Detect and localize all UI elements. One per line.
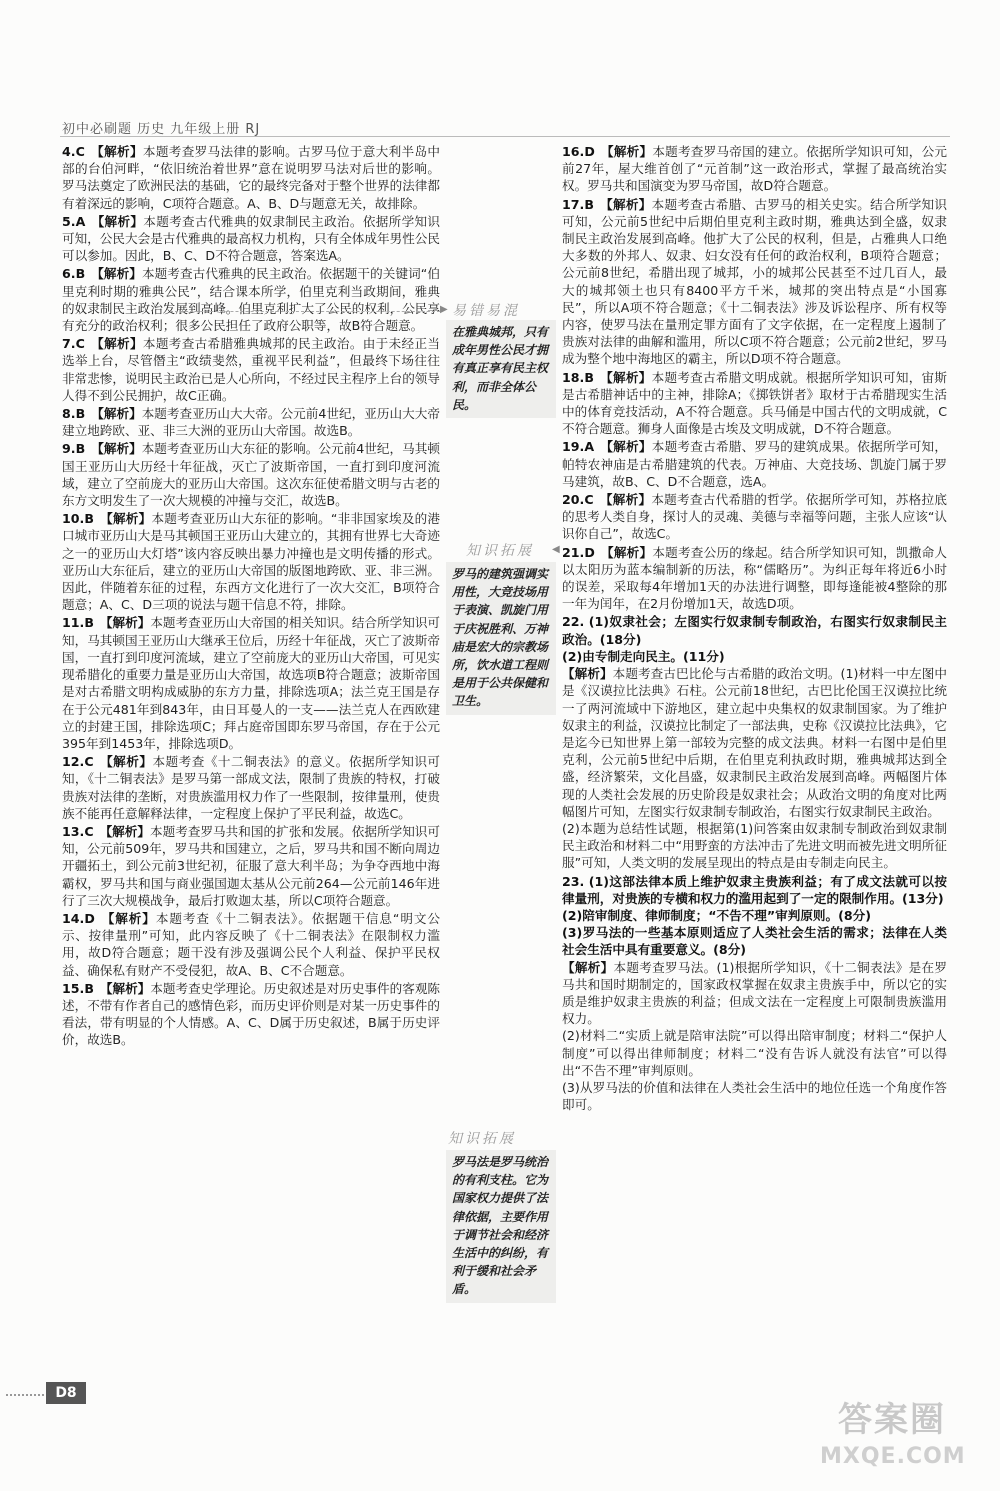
question-entry bbox=[62, 335, 440, 404]
answer-letter: B bbox=[84, 511, 94, 527]
analysis-text: (2)本题为总结性试题，根据第(1)问答案由奴隶制专制政治到奴隶制民主政治和材料二中“用野蛮的方法冲击了先进文明而被先进文明所征服”可知，人类文明的发展呈现出的特点是由专制走向民主。 bbox=[562, 820, 947, 871]
answer-letter: B bbox=[584, 369, 594, 385]
analysis-tag: 【解析】 bbox=[99, 754, 153, 770]
answer-line: (1)这部法律本质上维护奴隶主贵族利益；有了成文法就可以按律量刑，对贵族的专横和权力的滥用起到了一定的限制作用。(13分) bbox=[562, 873, 947, 906]
question-number: 18. bbox=[562, 369, 585, 385]
question-number: 9. bbox=[62, 441, 76, 457]
answer-letter: A bbox=[584, 439, 595, 455]
analysis-text: (2)材料二“实质上就是陪审法院”可以得出陪审制度；材料二“保护人制度”可以得出律师制度；材料二“没有告诉人就没有法官”可以得出“不告不理”审判原则。 bbox=[562, 1028, 947, 1078]
answer-letter: C bbox=[84, 754, 94, 770]
sidebar-title: 知识拓展 bbox=[466, 543, 534, 559]
analysis-text: 本题考查古巴比伦与古希腊的政治文明。(1)材料一中左图中是《汉谟拉比法典》石柱。公元前18世纪，古巴比伦国王汉谟拉比统一了两河流域中下游地区，建立起中央集权的奴隶制国家。为了维护奴隶主的利益，汉谟拉比制定了一部法典，史称《汉谟拉比法典》，它是迄今已知世界上第一部较为完整的成文法典。材料一右图中是伯里克利，公元前5世纪中后期，在伯里克利执政时期，雅典城邦达到全盛，经济繁荣，文化昌盛，奴隶制民主政治发展到高峰。两幅图片体现的人类社会发展的历史阶段是奴隶社会；从政治文明的角度对比两幅图片可知，左图实行奴隶制专制政治，右图实行奴隶制民主政治。 bbox=[562, 666, 948, 819]
answer-letter: D bbox=[584, 544, 595, 560]
analysis-text: 本题考查《十二铜表法》。依据题干信息“明文公示、按律量刑”可知，此内容反映了《十二铜表法》在限制权力滥用，故D符合题意；题干没有涉及强调公民个人利益、保护平民权益、确保私有财产不受侵犯，故A、B、C不合题意。 bbox=[62, 910, 441, 978]
answer-line: (3)罗马法的一些基本原则适应了人类社会生活的需求；法律在人类社会生活中具有重要意义。(8分) bbox=[562, 925, 947, 958]
answer-letter: A bbox=[75, 213, 86, 229]
analysis-tag: 【解析】 bbox=[90, 336, 143, 352]
answer-line: (2)由专制走向民主。(11分) bbox=[562, 648, 725, 664]
analysis-text: 本题考查亚历山大大帝。公元前4世纪，亚历山大大帝建立地跨欧、亚、非三大洲的亚历山大帝国。故选B。 bbox=[62, 406, 440, 439]
watermark-logo: 答案圈 bbox=[838, 1400, 946, 1440]
analysis-tag: 【解析】 bbox=[90, 144, 143, 159]
dotted-leader bbox=[170, 311, 440, 312]
analysis-text: 本题考查《十二铜表法》的意义。依据所学知识可知，《十二铜表法》是罗马第一部成文法，限制了贵族的特权，打破贵族对法律的垄断，对贵族滥用权力作了一些限制，按律量刑，使贵族不能再任意解释法律，一定程度上保护了平民利益，故选C。 bbox=[62, 754, 440, 821]
answer-letter: C bbox=[84, 823, 94, 839]
question-number: 22. bbox=[562, 614, 585, 630]
question-number: 8. bbox=[62, 406, 76, 422]
question-entry bbox=[62, 143, 440, 212]
analysis bbox=[562, 959, 947, 1028]
analysis-tag: 【解析】 bbox=[91, 441, 142, 457]
arrow-left-icon: ◀ bbox=[552, 544, 560, 555]
answer-letter: D bbox=[84, 910, 95, 926]
question-number: 12. bbox=[62, 754, 85, 770]
right-column bbox=[562, 143, 947, 1114]
question-entry bbox=[562, 544, 947, 613]
question-number: 20. bbox=[562, 492, 585, 508]
analysis-tag: 【解析】 bbox=[99, 615, 151, 631]
question-number: 15. bbox=[62, 980, 85, 996]
analysis-text: 本题考查亚历山大东征的影响。公元前4世纪，马其顿国王亚历山大历经十年征战，灭亡了波斯帝国，一直打到印度河流域，建立了空前庞大的亚历山大帝国。这次东征使希腊文明与古老的东方文明发生了一次大规模的冲撞与交汇，故选B。 bbox=[62, 441, 440, 509]
sidebar-note: 罗马法是罗马统治的有利支柱。它为国家权力提供了法律依据，主要作用于调节社会和经济生活中的纠纷，有利于缓和社会矛盾。 bbox=[446, 1150, 556, 1303]
analysis-text: 本题考查公历的缘起。结合所学知识可知，凯撒命人以太阳历为蓝本编制新的历法，称“儒略历”。为纠正每年将近6小时的误差，采取每4年增加1天的办法进行调整，即每逢能被4整除的那一年为闰年，在2月份增加1天，故选D项。 bbox=[562, 544, 948, 612]
analysis bbox=[562, 665, 947, 820]
question-number: 17. bbox=[562, 196, 585, 212]
running-header: 初中必刷题 历史 九年级上册 RJ bbox=[62, 122, 261, 137]
analysis-text: 本题考查亚历山大东征的影响。“非非国家埃及的港口城市亚历山大是马其顿国王亚历山大建立的，其拥有世界七大奇迹之一的亚历山大灯塔”该内容反映出暴力冲撞也是文明传播的形式。亚历山大东征后，建立的亚历山大帝国的版图地跨欧、亚、非三洲。因此，伴随着东征的过程，东西方文化进行了一次大交汇，B项符合题意；A、C、D三项的说法与题干信息不符，排除。 bbox=[62, 511, 441, 613]
analysis-tag: 【解析】 bbox=[600, 439, 652, 455]
question-entry bbox=[62, 980, 440, 1049]
analysis-tag: 【解析】 bbox=[99, 511, 152, 527]
watermark-url: MXQE.COM bbox=[820, 1444, 966, 1469]
analysis-tag: 【解析】 bbox=[100, 910, 156, 926]
answer-letter: B bbox=[75, 266, 86, 282]
question-number: 7. bbox=[62, 336, 76, 352]
page-dots bbox=[6, 1394, 44, 1396]
question-entry bbox=[562, 143, 947, 195]
analysis-text: 本题考查罗马法律的影响。古罗马位于意大利半岛中部的台伯河畔，“依旧统治着世界”意在说明罗马法对后世的影响。罗马法奠定了欧洲民法的基础，它的最终完备对于整个世界的法律都有着深远的影响，C项符合题意。A、B、D与题意无关，故排除。 bbox=[62, 144, 441, 211]
analysis-text: 本题考查古希腊、古罗马的相关史实。结合所学知识可知，公元前5世纪中后期伯里克利主政时期，雅典达到全盛，奴隶制民主政治发展到高峰。他扩大了公民的权利，但是，占雅典人口绝大多数的外邦人、奴隶、妇女没有任何的政治权利，B项符合题意；公元前8世纪，希腊出现了城邦，小的城邦公民甚至不过几百人，最大的城邦领土也只有8400平方千米，城邦的突出特点是“小国寡民”，所以A项不符合题意；《十二铜表法》涉及诉讼程序、所有权等内容，使罗马法在量刑定罪方面有了文字依据，在一定程度上遏制了贵族对法律的曲解和滥用，所以C项不符合题意；公元前2世纪，罗马成为整个地中海地区的霸主，所以D项不符合题意。 bbox=[562, 196, 948, 367]
sidebar-title: 易错易混 bbox=[452, 303, 520, 319]
analysis-text: 本题考查古希腊雅典城邦的民主政治。由于未经正当选举上台，尽管僭主“政绩斐然，重视平民利益”，但最终下场往往非常悲惨，说明民主政治已是人心所向，不经过民主程序上台的领导人得不到公民拥护，故C正确。 bbox=[62, 336, 441, 403]
analysis-text: 本题考查罗马帝国的建立。依据所学知识可知，公元前27年，屋大维首创了“元首制”这一政治形式，掌握了最高统治实权。罗马共和国演变为罗马帝国，故D符合题意。 bbox=[562, 144, 948, 194]
question-entry bbox=[62, 510, 440, 613]
analysis-text: 本题考查罗马法。(1)根据所学知识，《十二铜表法》是在罗马共和国时期制定的，国家政权掌握在奴隶主贵族手中，所以它的实质是维护奴隶主贵族的利益；但成文法在一定程度上可限制贵族滥用权力。 bbox=[562, 959, 947, 1027]
analysis-tag: 【解析】 bbox=[599, 492, 652, 508]
question-entry bbox=[62, 405, 440, 439]
question-number: 11. bbox=[62, 615, 85, 631]
question-number: 13. bbox=[62, 823, 85, 839]
answer-letter: B bbox=[75, 406, 86, 422]
analysis-tag: 【解析】 bbox=[91, 213, 144, 229]
answer-line: (1)奴隶社会；左图实行奴隶制专制政治，右图实行奴隶制民主政治。(18分) bbox=[562, 614, 947, 647]
analysis-tag: 【解析】 bbox=[91, 406, 142, 422]
question-entry bbox=[62, 265, 440, 334]
sidebar-note: 在雅典城邦，只有成年男性公民才拥有真正享有民主权利，而非全体公民。 bbox=[446, 320, 556, 418]
left-column bbox=[62, 143, 440, 1050]
question-number: 4. bbox=[62, 144, 76, 159]
analysis-text: 本题考查古代雅典的民主政治。依据题干的关键词“伯里克利时期的雅典公民”，结合课本所学，伯里克利当政期间，雅典的奴隶制民主政治发展到高峰。伯里克利扩大了公民的权利，公民享有充分的政治权利；很多公民担任了政府公职等，故B符合题意。 bbox=[62, 266, 440, 334]
analysis-text: 本题考查古希腊文明成就。根据所学知识可知，宙斯是古希腊神话中的主神，排除A；《掷铁饼者》取材于古希腊现实生活中的体育竞技活动，A不符合题意。兵马俑是中国古代的文明成就，C不符合题意。狮身人面像是古埃及文明成就，D不符合题意。 bbox=[562, 369, 948, 437]
answer-letter: B bbox=[84, 615, 94, 631]
question-number: 6. bbox=[62, 266, 76, 282]
header-rule bbox=[60, 136, 950, 137]
analysis-text: 本题考查亚历山大帝国的相关知识。结合所学知识可知，马其顿国王亚历山大继承王位后，历经十年征战，灭亡了波斯帝国，一直打到印度河流域，建立了空前庞大的亚历山大帝国，可见实现希腊化的重要力量是亚历山大帝国，故选项B符合题意；波斯帝国是对古希腊文明构成威胁的东方力量，排除选项A；法兰克王国是存在于公元481年到843年，由日耳曼人的一支——法兰克人在西欧建立的封建王国，排除选项C；拜占庭帝国即东罗马帝国，存在于公元395年到1453年，排除选项D。 bbox=[62, 615, 441, 751]
answer-letter: D bbox=[584, 144, 595, 159]
question-entry bbox=[62, 440, 440, 509]
answer-letter: C bbox=[75, 144, 85, 159]
question-entry bbox=[562, 491, 947, 543]
sidebar-title: 知识拓展 bbox=[448, 1131, 516, 1147]
page-number: D8 bbox=[46, 1382, 86, 1404]
question-number: 21. bbox=[562, 544, 585, 560]
arrow-right-icon: ▶ bbox=[440, 304, 448, 315]
right-entries bbox=[562, 143, 947, 612]
question-entry bbox=[62, 213, 440, 265]
question-number: 5. bbox=[62, 213, 76, 229]
analysis-tag: 【解析】 bbox=[600, 144, 653, 159]
analysis-text: 本题考查古代雅典的奴隶制民主政治。依据所学知识可知，公民大会是古代雅典的最高权力机构，只有全体成年男性公民可以参加。因此，B、C、D不符合题意，答案选A。 bbox=[62, 213, 441, 264]
analysis-text: 本题考查古希腊、罗马的建筑成果。依据所学可知，帕特农神庙是古希腊建筑的代表。万神庙、大竞技场、凯旋门属于罗马建筑，故B、C、D不合题意，选A。 bbox=[562, 439, 948, 489]
question-22 bbox=[562, 613, 947, 871]
question-number: 10. bbox=[62, 511, 85, 527]
analysis-tag: 【解析】 bbox=[562, 959, 614, 975]
question-entry bbox=[562, 369, 947, 438]
question-entry bbox=[562, 196, 947, 368]
analysis-tag: 【解析】 bbox=[99, 823, 151, 839]
answer-line: (2)陪审制度、律师制度；“不告不理”审判原则。(8分) bbox=[562, 907, 871, 923]
analysis-tag: 【解析】 bbox=[599, 369, 652, 385]
analysis-text: 本题考查古代希腊的哲学。依据所学可知，苏格拉底的思考人类自身，探讨人的灵魂、美德与幸福等问题，主张人应该“认识你自己”，故选C。 bbox=[562, 492, 948, 542]
answer-letter: B bbox=[75, 441, 86, 457]
analysis-tag: 【解析】 bbox=[91, 266, 142, 282]
question-entry bbox=[62, 823, 440, 909]
question-number: 16. bbox=[562, 144, 585, 159]
question-entry bbox=[62, 910, 440, 979]
answer-letter: C bbox=[584, 492, 594, 508]
question-23 bbox=[562, 873, 947, 1114]
sidebar-note: 罗马的建筑强调实用性，大竞技场用于表演、凯旋门用于庆祝胜利、万神庙是宏大的宗教场所，饮水道工程则是用于公共保健和卫生。 bbox=[446, 562, 556, 715]
analysis-tag: 【解析】 bbox=[562, 666, 613, 682]
analysis-tag: 【解析】 bbox=[99, 980, 151, 996]
analysis-tag: 【解析】 bbox=[599, 196, 652, 212]
answer-letter: B bbox=[584, 196, 594, 212]
question-entry bbox=[62, 614, 440, 752]
question-entry bbox=[62, 753, 440, 822]
answer-letter: C bbox=[75, 336, 85, 352]
answer-letter: B bbox=[84, 980, 94, 996]
analysis-tag: 【解析】 bbox=[600, 544, 653, 560]
question-number: 23. bbox=[562, 873, 585, 889]
question-number: 14. bbox=[62, 910, 85, 926]
question-entry bbox=[562, 438, 947, 490]
question-number: 19. bbox=[562, 439, 585, 455]
analysis-text: 本题考查史学理论。历史叙述是对历史事件的客观陈述，不带有作者自己的感情色彩，而历史评价则是对某一历史事件的看法，带有明显的个人情感。A、C、D属于历史叙述，B属于历史评价，故选B。 bbox=[62, 980, 441, 1048]
analysis-text: (3)从罗马法的价值和法律在人类社会生活中的地位任选一个角度作答即可。 bbox=[562, 1079, 947, 1113]
analysis-text: 本题考查罗马共和国的扩张和发展。依据所学知识可知，公元前509年，罗马共和国建立，之后，罗马共和国不断向周边开疆拓土，到公元前3世纪初，征服了意大利半岛；为争夺西地中海霸权，罗马共和国与商业强国迦太基从公元前264—公元前146年进行了三次大规模战争，最后打败迦太基，所以C项符合题意。 bbox=[62, 823, 441, 908]
